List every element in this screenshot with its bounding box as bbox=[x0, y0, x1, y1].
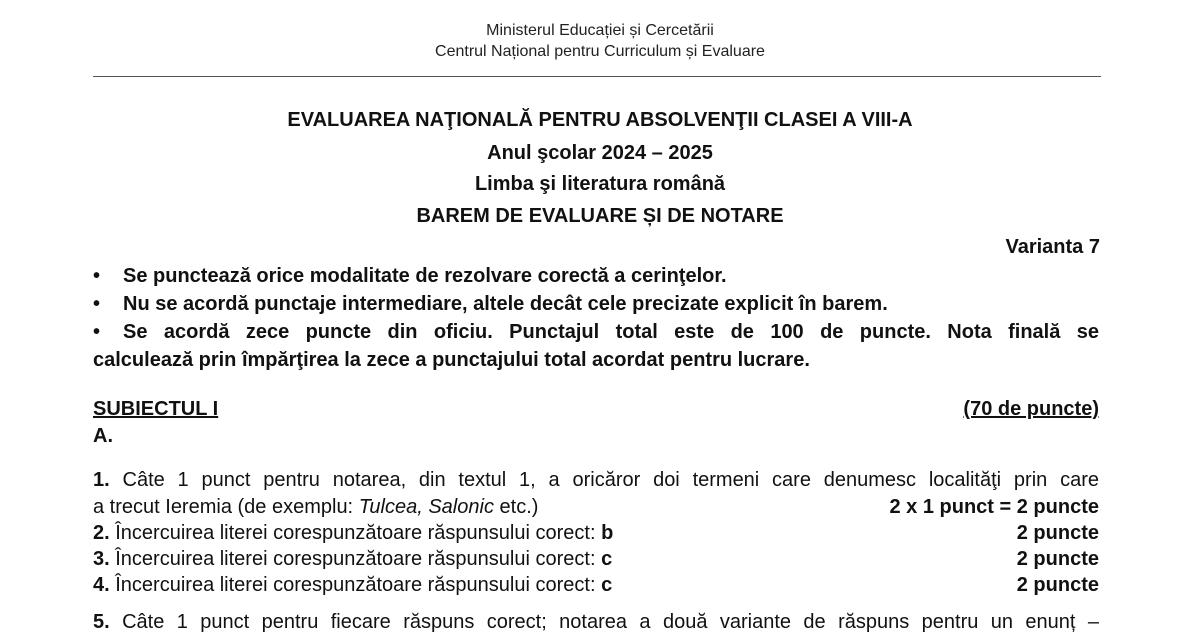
item-number: 2. bbox=[93, 522, 110, 544]
ministry-name: Ministerul Educației și Cercetării bbox=[486, 22, 714, 39]
item-3 bbox=[93, 546, 1099, 572]
instruction-text: Se acordă zece puncte din oficiu. Punctajul total este de 100 de puncte. Nota finală se bbox=[123, 321, 1099, 343]
exam-title: EVALUAREA NAŢIONALĂ PENTRU ABSOLVENŢII CLASEI A VIII-A bbox=[287, 109, 913, 131]
item-2 bbox=[93, 520, 1099, 546]
bullet-icon: • bbox=[93, 265, 101, 287]
instruction-text: Se punctează orice modalitate de rezolvare corectă a cerinţelor. bbox=[123, 265, 727, 287]
instruction-item bbox=[93, 290, 1099, 318]
header-divider bbox=[93, 76, 1101, 77]
item-1-line-1 bbox=[93, 467, 1099, 493]
item-points: 2 x 1 punct = 2 puncte bbox=[889, 496, 1099, 518]
bullet-icon: • bbox=[93, 321, 101, 343]
item-text: Încercuirea literei corespunzătoare răspunsului corect: bbox=[115, 548, 602, 570]
item-5-text bbox=[93, 609, 1099, 635]
item-4 bbox=[93, 572, 1099, 598]
item-1-text-continued bbox=[93, 494, 538, 520]
item-points: 2 puncte bbox=[1016, 522, 1099, 544]
instruction-item bbox=[93, 318, 1099, 346]
school-year: Anul şcolar 2024 – 2025 bbox=[487, 142, 713, 164]
item-text: etc.) bbox=[493, 496, 539, 518]
section-title: SUBIECTUL I bbox=[93, 398, 219, 420]
correct-answer: c bbox=[601, 548, 613, 570]
correct-answer: c bbox=[601, 574, 613, 596]
section-points: (70 de puncte) bbox=[963, 398, 1099, 420]
general-instructions bbox=[93, 262, 1099, 374]
instruction-item bbox=[93, 262, 1099, 290]
correct-answer: b bbox=[601, 522, 614, 544]
section-header bbox=[93, 396, 1099, 422]
item-number: 5. bbox=[93, 611, 110, 633]
item-text: Încercuirea literei corespunzătoare răspunsului corect: bbox=[115, 522, 602, 544]
barem-title: BAREM DE EVALUARE ȘI DE NOTARE bbox=[416, 205, 784, 227]
curriculum-center-name: Centrul Național pentru Curriculum și Evaluare bbox=[435, 43, 765, 60]
bullet-icon: • bbox=[93, 293, 101, 315]
item-text: a trecut Ieremia (de exemplu: bbox=[93, 496, 359, 518]
item-number: 4. bbox=[93, 574, 110, 596]
item-1-line-2 bbox=[93, 494, 1099, 520]
item-points: 2 puncte bbox=[1016, 548, 1099, 570]
item-text: Încercuirea literei corespunzătoare răspunsului corect: bbox=[115, 574, 602, 596]
instruction-text: Nu se acordă punctaje intermediare, altele decât cele precizate explicit în barem. bbox=[123, 293, 888, 315]
item-text: Câte 1 punct pentru fiecare răspuns corect; notarea a două variante de răspuns pentru un enunț – bbox=[122, 611, 1099, 633]
item-number: 1. bbox=[93, 469, 110, 491]
part-label: A. bbox=[93, 425, 113, 447]
variant-label: Varianta 7 bbox=[1005, 236, 1100, 258]
section-part bbox=[93, 423, 1099, 449]
item-text: Câte 1 punct pentru notarea, din textul 1, a oricăror doi termeni care denumesc localităţi prin care bbox=[122, 469, 1099, 491]
example-terms: Tulcea, Salonic bbox=[358, 496, 494, 518]
item-5 bbox=[93, 609, 1099, 635]
instruction-text-continued: calculează prin împărţirea la zece a punctajului total acordat pentru lucrare. bbox=[93, 349, 810, 371]
item-1-text bbox=[93, 467, 1099, 493]
item-number: 3. bbox=[93, 548, 110, 570]
item-points: 2 puncte bbox=[1016, 574, 1099, 596]
subject-name: Limba şi literatura română bbox=[474, 173, 726, 195]
